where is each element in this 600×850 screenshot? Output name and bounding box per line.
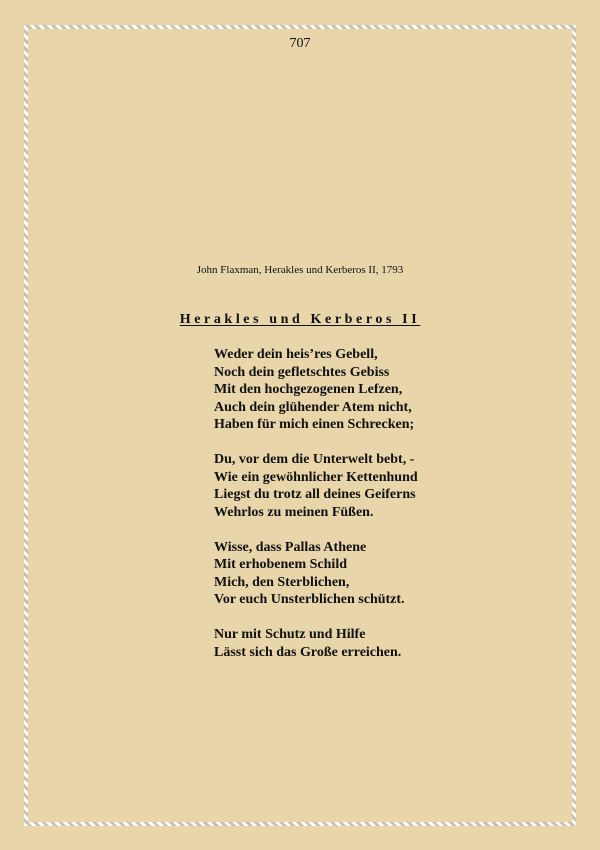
- poem-line: Haben für mich einen Schrecken;: [214, 417, 415, 432]
- stanza-4: [214, 626, 418, 661]
- poem-line: Du, vor dem die Unterwelt bebt, -: [214, 452, 415, 467]
- stanza-2: [214, 451, 418, 521]
- poem-line: Mit den hochgezogenen Lefzen,: [214, 382, 403, 397]
- poem-line: Wehrlos zu meinen Füßen.: [214, 504, 374, 520]
- page-number: 707: [289, 36, 311, 51]
- poem-line: Lässt sich das Große erreichen.: [214, 644, 402, 660]
- poem-line: Liegst du trotz all deines Geiferns: [214, 487, 416, 502]
- stanza-3: [214, 539, 418, 609]
- poem-line: Mich, den Sterblichen,: [214, 574, 350, 590]
- poem-line: Wie ein gewöhnlicher Kettenhund: [214, 469, 418, 485]
- poem-body: [214, 346, 418, 679]
- poem-line: Noch dein gefletschtes Gebiss: [214, 364, 390, 380]
- image-caption: John Flaxman, Herakles und Kerberos II, 1793: [196, 264, 404, 276]
- poem-line: Wisse, dass Pallas Athene: [214, 539, 367, 555]
- poem-line: Mit erhobenem Schild: [214, 557, 347, 572]
- stanza-1: [214, 346, 418, 434]
- poem-line: Auch dein glühender Atem nicht,: [214, 399, 412, 415]
- poem-title: Herakles und Kerberos II: [179, 312, 421, 327]
- poem-line: Weder dein heis’res Gebell,: [214, 347, 378, 362]
- poem-line: Nur mit Schutz und Hilfe: [214, 627, 366, 642]
- poem-line: Vor euch Unsterblichen schützt.: [214, 592, 405, 607]
